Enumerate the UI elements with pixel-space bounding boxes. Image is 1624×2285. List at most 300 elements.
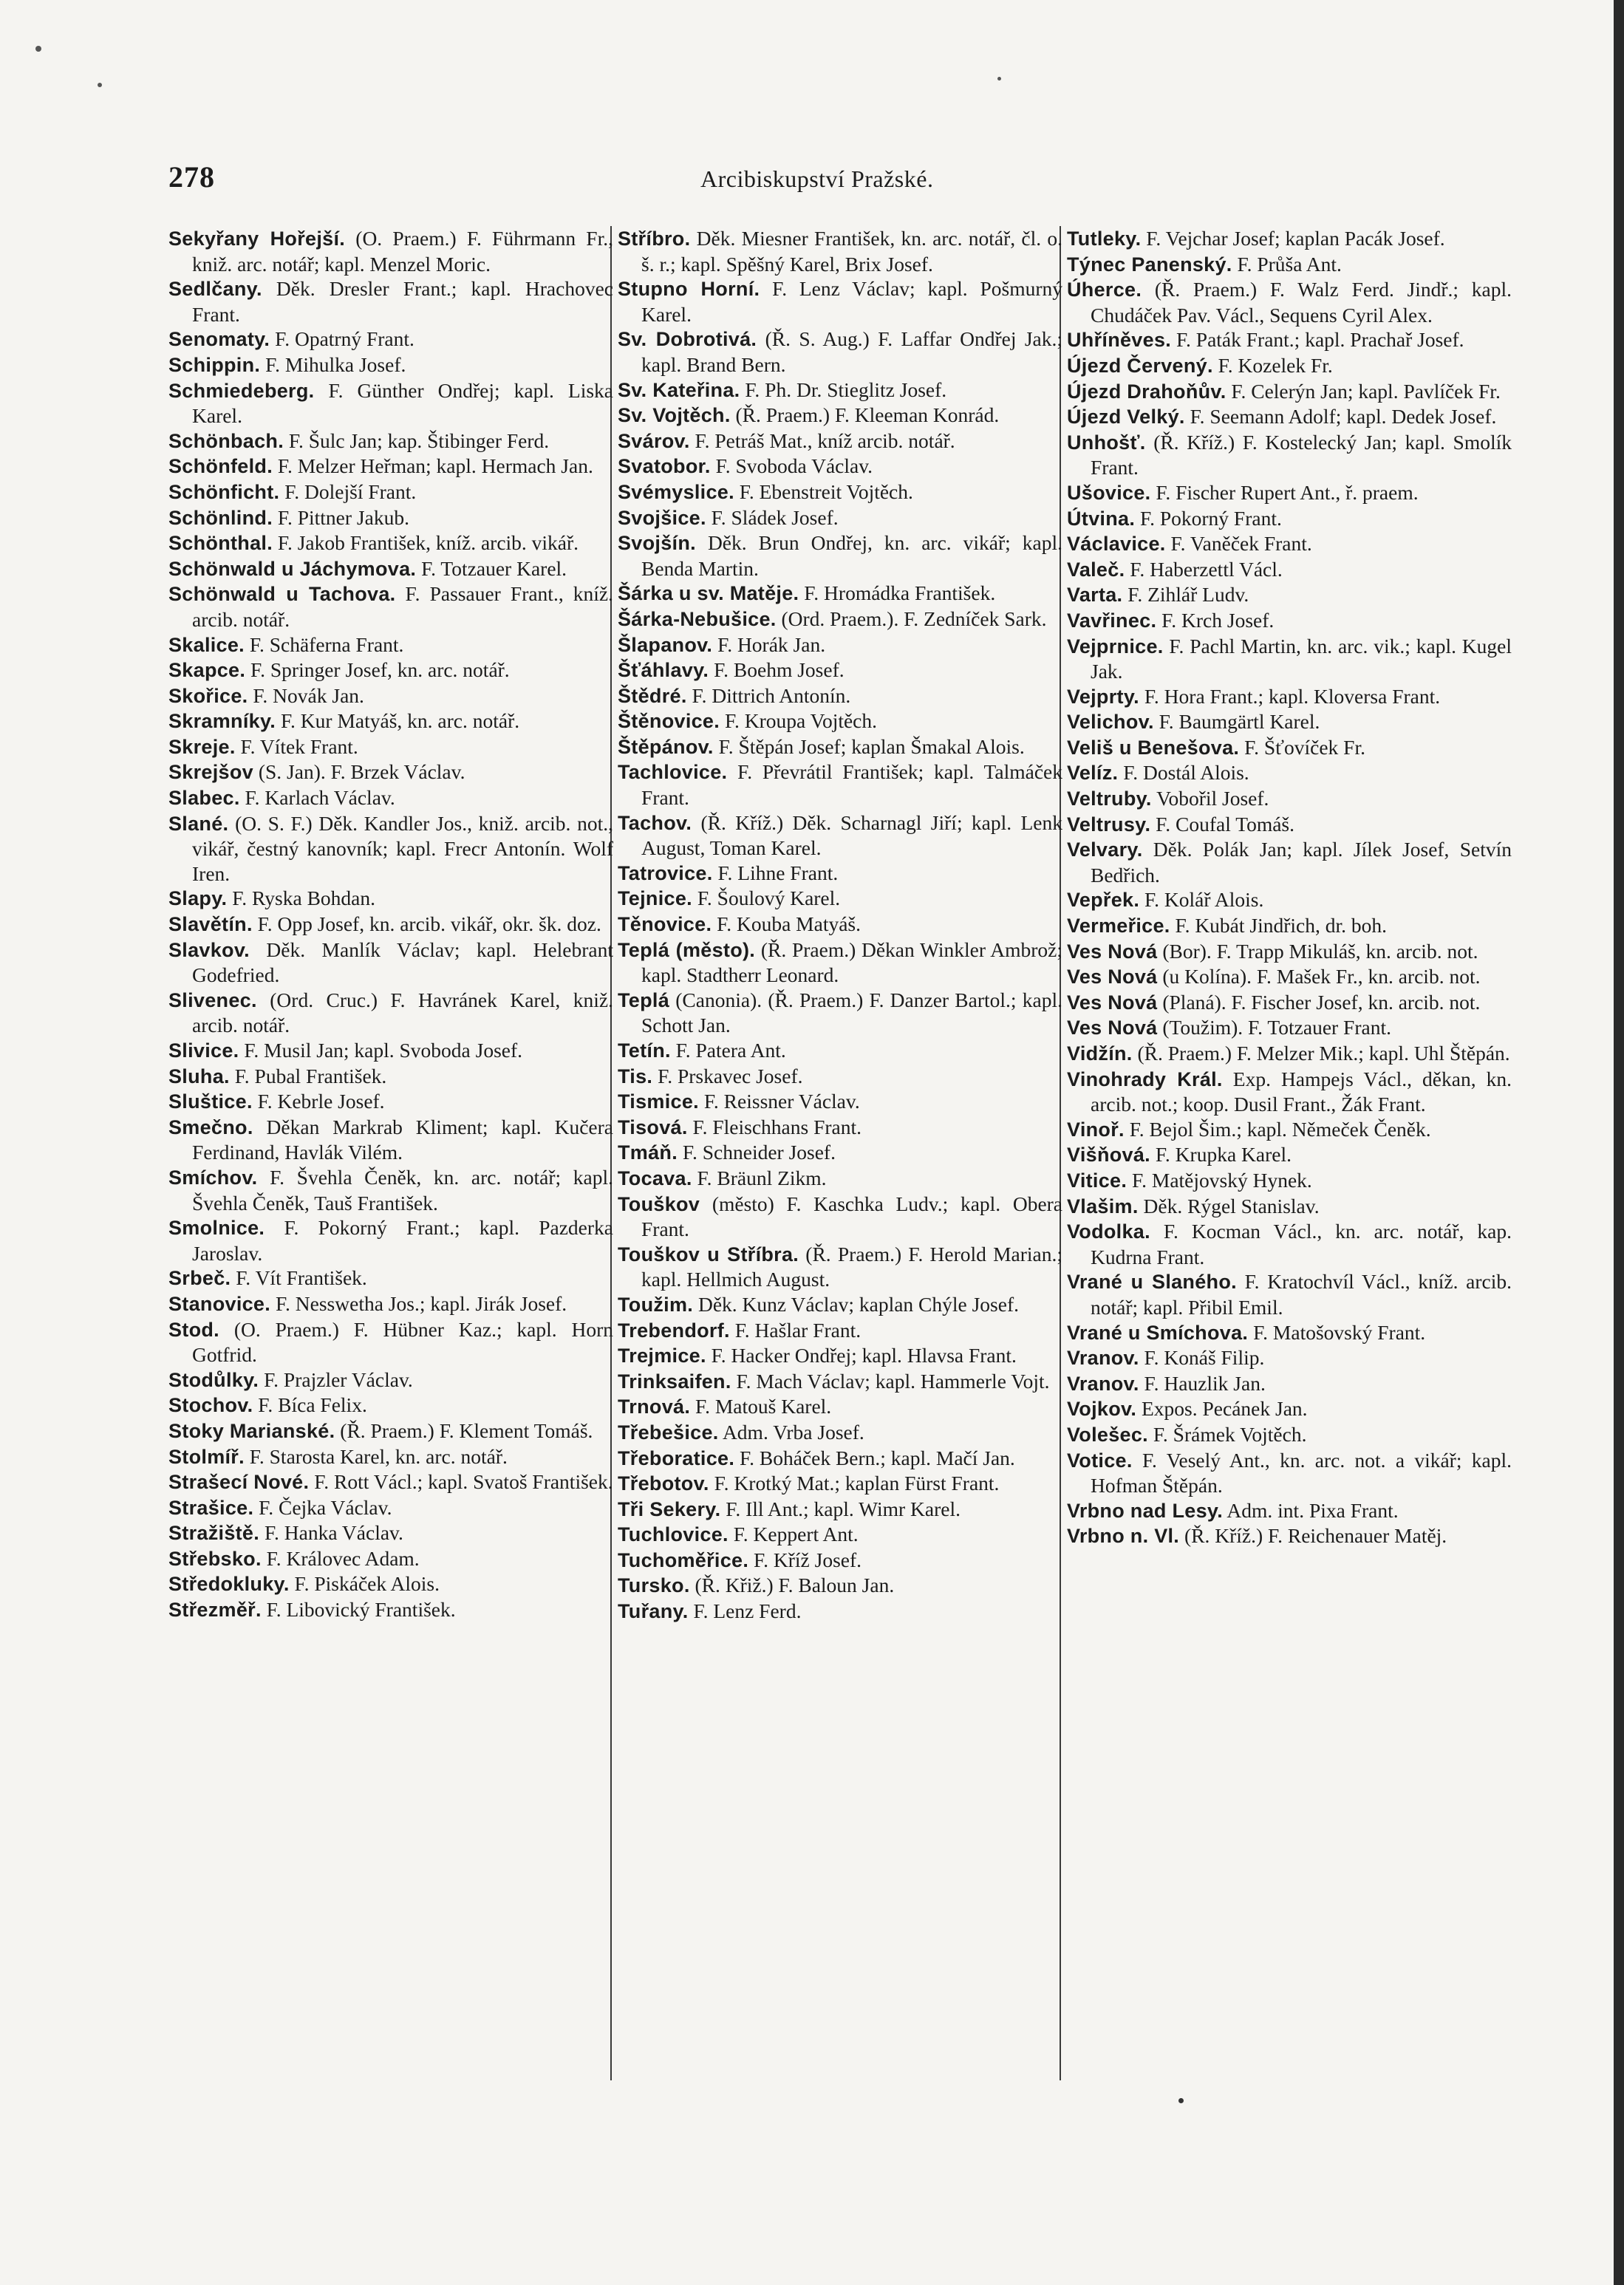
parish-name: Teplá <box>618 988 670 1011</box>
directory-entry <box>618 912 1062 937</box>
clergy-details: F. Kouba Matyáš. <box>717 912 861 936</box>
clergy-details: F. Haberzettl Václ. <box>1130 557 1283 581</box>
clergy-details: Děk. Kunz Václav; kaplan Chýle Josef. <box>697 1292 1019 1316</box>
clergy-details: F. Mach Václav; kapl. Hammerle Vojt. <box>736 1369 1050 1393</box>
clergy-details: (Ř. S. Aug.) F. Laffar Ondřej Jak.; kapl. Brand Bern. <box>641 327 1063 376</box>
parish-name: Slivenec. <box>168 988 257 1011</box>
clergy-details: F. Bíca Felix. <box>258 1393 367 1417</box>
parish-name: Skramníky. <box>168 710 276 733</box>
parish-name: Veliš u Benešova. <box>1067 736 1240 759</box>
directory-entry <box>618 403 1062 428</box>
parish-name: Šárka-Nebušice. <box>618 607 777 630</box>
clergy-details: F. Zihlář Ludv. <box>1127 583 1249 607</box>
parish-name: Schönlind. <box>168 506 273 529</box>
clergy-details: F. Pokorný Frant. <box>1140 506 1282 530</box>
directory-entry <box>618 1192 1062 1242</box>
directory-entry <box>168 811 613 887</box>
directory-entry <box>1067 327 1512 353</box>
clergy-details: F. Kozelek Fr. <box>1218 353 1333 377</box>
directory-entry <box>168 988 613 1038</box>
clergy-details: (Ř. Kříž.) Děk. Scharnagl Jiří; kapl. Lenk August, Toman Karel. <box>641 810 1063 860</box>
parish-name: Trinksaifen. <box>618 1370 731 1393</box>
parish-name: Tatrovice. <box>618 861 713 884</box>
clergy-details: Expos. Pecánek Jan. <box>1142 1397 1308 1421</box>
directory-entry <box>1067 353 1512 379</box>
clergy-details: F. Melzer Heřman; kapl. Hermach Jan. <box>277 454 593 478</box>
clergy-details: F. Rott Václ.; kapl. Svatoš František. <box>314 1470 613 1494</box>
ornament-dot <box>1178 2098 1184 2103</box>
clergy-details: (O. S. F.) Děk. Kandler Jos., kniž. arcib. not., vikář, čestný kanovník; kapl. Frecr Antonín. Wolf Iren. <box>192 811 614 885</box>
directory-entry <box>168 556 613 582</box>
parish-name: Újezd Velký. <box>1067 406 1185 428</box>
clergy-details: F. Schäferna Frant. <box>249 632 404 656</box>
clergy-details: F. Vejchar Josef; kaplan Pacák Josef. <box>1146 227 1445 250</box>
clergy-details: F. Libovický František. <box>266 1598 456 1622</box>
parish-name: Tachlovice. <box>618 761 728 784</box>
directory-entry <box>618 226 1062 276</box>
parish-name: Tetín. <box>618 1039 671 1062</box>
clergy-details: (Ř. Praem.) F. Herold Marian.; kapl. Hellmich August. <box>641 1242 1063 1291</box>
directory-entry <box>168 327 613 352</box>
directory-entry <box>618 708 1062 734</box>
parish-name: Stod. <box>168 1318 219 1341</box>
clergy-details: F. Kratochvíl Václ., kníž. arcib. notář; kapl. Přibil Emil. <box>1091 1270 1512 1319</box>
clergy-details: (Ord. Cruc.) F. Havránek Karel, kniž. arcib. notář. <box>192 988 613 1037</box>
clergy-details: F. Dittrich Antonín. <box>692 683 851 707</box>
directory-entry <box>1067 735 1512 761</box>
directory-entry <box>168 1317 613 1367</box>
parish-name: Trnová. <box>618 1396 691 1418</box>
directory-entry <box>618 886 1062 912</box>
clergy-details: F. Čejka Václav. <box>259 1495 392 1519</box>
parish-name: Tuřany. <box>618 1600 689 1623</box>
directory-entry <box>618 378 1062 403</box>
clergy-details: F. Keppert Ant. <box>733 1523 859 1546</box>
directory-entry <box>168 1597 613 1623</box>
directory-entry <box>1067 531 1512 557</box>
clergy-details: Adm. Vrba Josef. <box>722 1420 864 1444</box>
parish-name: Stochov. <box>168 1394 253 1417</box>
clergy-details: F. Ill Ant.; kapl. Wimr Karel. <box>726 1497 961 1520</box>
parish-name: Schönwald u Tachova. <box>168 583 396 606</box>
clergy-details: Děk. Rýgel Stanislav. <box>1143 1194 1320 1217</box>
clergy-details: F. Lenz Václav; kapl. Pošmurný Karel. <box>641 277 1063 326</box>
clergy-details: F. Konáš Filip. <box>1144 1346 1265 1370</box>
parish-name: Úherce. <box>1067 279 1142 301</box>
clergy-details: F. Sládek Josef. <box>711 505 839 529</box>
clergy-details: Děk. Miesner František, kn. arc. notář, čl. o. š. r.; kapl. Spěšný Karel, Brix Josef. <box>641 227 1063 276</box>
parish-name: Schippin. <box>168 353 261 376</box>
directory-entry <box>1067 1448 1512 1498</box>
directory-entry <box>1067 709 1512 735</box>
directory-entry <box>618 683 1062 709</box>
parish-name: Strašice. <box>168 1496 254 1519</box>
directory-entry <box>618 1599 1062 1625</box>
clergy-details: F. Mihulka Josef. <box>265 352 406 376</box>
parish-name: Veltrusy. <box>1067 813 1151 836</box>
directory-entry <box>168 683 613 709</box>
parish-name: Štěnovice. <box>618 710 720 733</box>
parish-name: Újezd Drahoňův. <box>1067 380 1226 403</box>
directory-entry <box>168 1393 613 1418</box>
parish-name: Velvary. <box>1067 838 1143 861</box>
directory-entry <box>168 1571 613 1597</box>
directory-entry <box>1067 684 1512 710</box>
parish-name: Skapce. <box>168 659 246 682</box>
clergy-details: F. Šoulový Karel. <box>697 887 841 910</box>
directory-entry <box>1067 1422 1512 1448</box>
parish-name: Ves Nová <box>1067 991 1158 1014</box>
clergy-details: (město) F. Kaschka Ludv.; kapl. Obera Frant. <box>641 1192 1063 1241</box>
directory-entry <box>618 428 1062 454</box>
parish-name: Stolmíř. <box>168 1445 245 1468</box>
parish-name: Stoky Marianské. <box>168 1419 335 1442</box>
directory-entry <box>618 937 1062 988</box>
directory-entry <box>618 658 1062 683</box>
clergy-details: (Ř. Praem.) F. Melzer Mik.; kapl. Uhl Štěpán. <box>1137 1042 1510 1065</box>
directory-entry <box>618 1497 1062 1523</box>
directory-entry <box>1067 887 1512 913</box>
clergy-details: Děk. Brun Ondřej, kn. arc. vikář; kapl. Benda Martin. <box>641 531 1062 580</box>
parish-name: Vavřinec. <box>1067 609 1157 632</box>
clergy-details: F. Jakob František, kníž. arcib. vikář. <box>277 531 579 555</box>
clergy-details: (Ř. Kříž.) F. Reichenauer Matěj. <box>1184 1524 1447 1548</box>
parish-name: Středokluky. <box>168 1573 290 1596</box>
clergy-details: F. Pachl Martin, kn. arc. vik.; kapl. Kugel Jak. <box>1091 634 1512 683</box>
parish-name: Touškov u Stříbra. <box>618 1243 799 1266</box>
directory-entry <box>1067 506 1512 532</box>
directory-entry <box>168 1165 613 1215</box>
parish-name: Skreje. <box>168 735 236 758</box>
directory-entry <box>1067 1041 1512 1067</box>
clergy-details: F. Švehla Čeněk, kn. arc. notář; kapl. Švehla Čeněk, Tauš František. <box>192 1165 613 1215</box>
directory-entry <box>618 1038 1062 1064</box>
parish-name: Schönwald u Jáchymova. <box>168 557 417 580</box>
directory-entry <box>168 454 613 479</box>
directory-entry <box>1067 990 1512 1016</box>
parish-name: Svatobor. <box>618 455 711 478</box>
parish-name: Vrané u Slaného. <box>1067 1271 1237 1294</box>
parish-name: Tuchoměřice. <box>618 1548 749 1571</box>
parish-name: Smíchov. <box>168 1166 258 1189</box>
directory-entry <box>168 1115 613 1165</box>
parish-name: Svárov. <box>618 429 690 452</box>
parish-name: Uhříněves. <box>1067 329 1172 352</box>
clergy-details: F. Bejol Šim.; kapl. Němeček Čeněk. <box>1129 1117 1431 1141</box>
clergy-details: F. Pubal František. <box>234 1064 387 1087</box>
clergy-details: F. Dostál Alois. <box>1123 761 1249 785</box>
clergy-details: F. Nesswetha Jos.; kapl. Jirák Josef. <box>275 1291 567 1315</box>
clergy-details: F. Vít František. <box>236 1266 367 1290</box>
directory-entry <box>1067 1523 1512 1549</box>
clergy-details: F. Kolář Alois. <box>1144 888 1264 912</box>
directory-entry <box>168 581 613 632</box>
parish-name: Sv. Kateřina. <box>618 378 740 401</box>
directory-entry <box>168 759 613 785</box>
column-2 <box>618 226 1062 1625</box>
directory-entry <box>168 658 613 683</box>
parish-name: Sv. Vojtěch. <box>618 404 731 427</box>
directory-entry <box>618 1369 1062 1395</box>
parish-name: Varta. <box>1067 584 1123 607</box>
directory-entry <box>618 810 1062 861</box>
directory-entry <box>168 1495 613 1521</box>
directory-entry <box>168 632 613 658</box>
clergy-details: F. Kur Matyáš, kn. arc. notář. <box>280 709 520 733</box>
clergy-details: (Ř. Praem.) F. Klement Tomáš. <box>340 1418 593 1442</box>
parish-name: Vinohrady Král. <box>1067 1068 1223 1090</box>
clergy-details: (S. Jan). F. Brzek Václav. <box>258 760 465 784</box>
directory-entry <box>618 607 1062 632</box>
parish-name: Vranov. <box>1067 1347 1139 1370</box>
directory-entry <box>618 1446 1062 1472</box>
clergy-details: F. Hromádka František. <box>804 581 996 605</box>
paper-speck <box>35 46 41 52</box>
clergy-details: F. Krch Josef. <box>1161 608 1275 632</box>
directory-entry <box>1067 1067 1512 1117</box>
parish-name: Slapy. <box>168 887 228 910</box>
clergy-details: F. Springer Josef, kn. arc. notář. <box>250 658 510 682</box>
parish-name: Svémyslice. <box>618 480 734 503</box>
parish-name: Vrbno n. Vl. <box>1067 1525 1180 1548</box>
clergy-details: F. Piskáček Alois. <box>294 1572 440 1596</box>
clergy-details: Děk. Manlík Václav; kapl. Helebrant Godefried. <box>192 937 613 987</box>
clergy-details: F. Ph. Dr. Stieglitz Josef. <box>745 378 947 401</box>
clergy-details: (Toužim). F. Totzauer Frant. <box>1162 1016 1391 1039</box>
parish-name: Sluha. <box>168 1065 230 1087</box>
clergy-details: (O. Praem.) F. Hübner Kaz.; kapl. Horn Gotfrid. <box>192 1317 613 1367</box>
clergy-details: F. Převrátil František; kapl. Talmáček Frant. <box>641 760 1063 810</box>
parish-name: Sluštice. <box>168 1090 253 1113</box>
clergy-details: F. Passauer Frant., kníž. arcib. notář. <box>192 582 613 631</box>
parish-name: Tejnice. <box>618 887 692 910</box>
directory-entry <box>618 632 1062 658</box>
directory-entry <box>1067 277 1512 327</box>
clergy-details: (O. Praem.) F. Führmann Fr., kniž. arc. notář; kapl. Menzel Moric. <box>192 227 613 276</box>
directory-entry <box>1067 913 1512 939</box>
parish-name: Třebotov. <box>618 1472 709 1495</box>
clergy-details: (Ř. Praem.) F. Walz Ferd. Jindř.; kapl. Chudáček Pav. Václ., Sequens Cyril Alex. <box>1091 278 1512 327</box>
parish-name: Tři Sekery. <box>618 1497 721 1520</box>
clergy-details: F. Kebrle Josef. <box>257 1090 385 1113</box>
clergy-details: F. Patera Ant. <box>675 1039 786 1062</box>
parish-name: Skrejšov <box>168 761 253 784</box>
parish-name: Vranov. <box>1067 1372 1139 1395</box>
clergy-details: F. Hacker Ondřej; kapl. Hlavsa Frant. <box>711 1344 1017 1367</box>
parish-name: Stodůlky. <box>168 1368 259 1391</box>
clergy-details: (Ord. Praem.). F. Zedníček Sark. <box>781 607 1047 630</box>
directory-entry <box>168 937 613 988</box>
parish-name: Tuchlovice. <box>618 1523 729 1546</box>
clergy-details: (Bor). F. Trapp Mikuláš, kn. arcib. not. <box>1162 939 1478 963</box>
directory-entry <box>618 1343 1062 1369</box>
directory-entry <box>168 352 613 378</box>
directory-entry <box>618 530 1062 581</box>
parish-name: Vlašim. <box>1067 1195 1139 1217</box>
parish-name: Ves Nová <box>1067 940 1158 963</box>
clergy-details: F. Ebenstreit Vojtěch. <box>739 479 913 503</box>
clergy-details: F. Karlach Václav. <box>245 786 395 810</box>
directory-entry <box>618 1292 1062 1318</box>
directory-entry <box>1067 634 1512 684</box>
parish-name: Tmáň. <box>618 1141 678 1164</box>
directory-entry <box>1067 812 1512 838</box>
parish-name: Schönficht. <box>168 480 280 503</box>
clergy-details: F. Kocman Václ., kn. arc. notář, kap. Kudrna Frant. <box>1091 1220 1512 1268</box>
parish-name: Vrbno nad Lesy. <box>1067 1499 1224 1522</box>
directory-entry <box>168 734 613 760</box>
clergy-details: F. Šrámek Vojtěch. <box>1153 1422 1307 1446</box>
parish-name: Tursko. <box>618 1574 690 1597</box>
clergy-details: F. Dolejší Frant. <box>284 479 417 503</box>
clergy-details: F. Matouš Karel. <box>695 1395 832 1418</box>
parish-name: Višňová. <box>1067 1144 1150 1167</box>
paper-speck <box>997 77 1001 81</box>
directory-entry <box>168 530 613 556</box>
directory-entry <box>618 505 1062 531</box>
parish-name: Vermeřice. <box>1067 915 1170 937</box>
parish-name: Schönbach. <box>168 429 284 452</box>
clergy-details: F. Pittner Jakub. <box>277 505 409 529</box>
parish-name: Útvina. <box>1067 507 1136 530</box>
clergy-details: (Ř. Praem.) F. Kleeman Konrád. <box>735 403 1000 427</box>
directory-entry <box>1067 1345 1512 1371</box>
clergy-details: F. Hanka Václav. <box>264 1521 403 1545</box>
directory-entry <box>168 1520 613 1546</box>
clergy-details: F. Kříž Josef. <box>754 1548 862 1571</box>
parish-name: Stražiště. <box>168 1522 260 1545</box>
directory-entry <box>618 1420 1062 1446</box>
parish-name: Strašecí Nové. <box>168 1471 310 1494</box>
paper-speck <box>98 83 102 87</box>
clergy-details: F. Prajzler Václav. <box>264 1367 413 1391</box>
clergy-details: F. Schneider Josef. <box>682 1141 836 1164</box>
parish-name: Srbeč. <box>168 1267 231 1290</box>
parish-name: Ves Nová <box>1067 966 1158 988</box>
clergy-details: F. Baumgärtl Karel. <box>1159 710 1320 734</box>
directory-entry <box>618 581 1062 607</box>
directory-entry <box>1067 1194 1512 1220</box>
clergy-details: F. Štěpán Josef; kaplan Šmakal Alois. <box>718 734 1025 758</box>
directory-entry <box>1067 786 1512 812</box>
clergy-details: F. Reissner Václav. <box>703 1090 860 1113</box>
directory-entry <box>168 1089 613 1115</box>
directory-entry <box>618 1242 1062 1292</box>
directory-entry <box>618 1394 1062 1420</box>
clergy-details: F. Královec Adam. <box>266 1546 420 1570</box>
parish-name: Velíz. <box>1067 762 1119 785</box>
clergy-details: (Ř. Kříž.) F. Kostelecký Jan; kapl. Smolík Frant. <box>1091 430 1512 479</box>
parish-name: Újezd Červený. <box>1067 354 1213 377</box>
clergy-details: F. Lihne Frant. <box>717 861 839 884</box>
parish-name: Svojšín. <box>618 532 696 555</box>
parish-name: Těnovice. <box>618 913 712 936</box>
parish-name: Valeč. <box>1067 558 1125 581</box>
running-title: Arcibiskupství Pražské. <box>700 165 934 192</box>
clergy-details: F. Petráš Mat., kníž arcib. notář. <box>695 428 955 452</box>
parish-name: Střebsko. <box>168 1547 262 1570</box>
clergy-details: F. Průša Ant. <box>1237 252 1342 276</box>
clergy-details: F. Kroupa Vojtěch. <box>724 709 878 733</box>
parish-name: Tis. <box>618 1065 653 1087</box>
parish-name: Skořice. <box>168 684 248 707</box>
parish-name: Touškov <box>618 1192 700 1215</box>
clergy-details: F. Matošovský Frant. <box>1253 1320 1426 1344</box>
parish-name: Václavice. <box>1067 533 1166 556</box>
directory-entry <box>1067 1320 1512 1346</box>
parish-name: Šárka u sv. Matěje. <box>618 582 799 605</box>
parish-name: Slané. <box>168 812 229 835</box>
clergy-details: F. Prskavec Josef. <box>658 1064 803 1087</box>
directory-entry <box>168 1546 613 1572</box>
clergy-details: F. Vaněček Frant. <box>1170 532 1312 556</box>
clergy-details: F. Pokorný Frant.; kapl. Pazderka Jaroslav. <box>192 1216 613 1265</box>
directory-entry <box>618 276 1062 327</box>
parish-name: Tisová. <box>618 1116 688 1138</box>
clergy-details: F. Krupka Karel. <box>1155 1143 1292 1167</box>
directory-entry <box>618 988 1062 1038</box>
clergy-details: F. Veselý Ant., kn. arc. not. a vikář; kapl. Hofman Štěpán. <box>1091 1448 1512 1497</box>
directory-entry <box>168 479 613 505</box>
parish-name: Vejprty. <box>1067 685 1139 708</box>
clergy-details: F. Günther Ondřej; kapl. Liska Karel. <box>192 378 614 428</box>
clergy-details: F. Vítek Frant. <box>240 734 358 758</box>
clergy-details: (Ř. Praem.) Děkan Winkler Ambrož; kapl. Stadtherr Leonard. <box>641 937 1062 987</box>
clergy-details: F. Šťovíček Fr. <box>1244 735 1365 759</box>
directory-entry <box>1067 837 1512 887</box>
directory-entry <box>1067 608 1512 634</box>
directory-entry <box>1067 1117 1512 1143</box>
parish-name: Tutleky. <box>1067 228 1142 250</box>
directory-entry <box>1067 964 1512 990</box>
parish-name: Smečno. <box>168 1116 253 1138</box>
clergy-details: F. Kubát Jindřich, dr. boh. <box>1175 914 1388 937</box>
directory-entry <box>168 378 613 428</box>
directory-entry <box>1067 1371 1512 1397</box>
clergy-details: F. Coufal Tomáš. <box>1156 812 1295 836</box>
parish-name: Slivice. <box>168 1039 239 1062</box>
clergy-details: Exp. Hampejs Václ., děkan, kn. arcib. not.; koop. Dusil Frant., Žák Frant. <box>1091 1067 1512 1116</box>
column-1 <box>168 226 613 1623</box>
parish-name: Stanovice. <box>168 1292 271 1315</box>
parish-name: Stříbro. <box>618 228 691 250</box>
parish-name: Třeboratice. <box>618 1447 735 1469</box>
parish-name: Unhošť. <box>1067 431 1146 454</box>
clergy-details: F. Šulc Jan; kap. Štibinger Ferd. <box>288 428 550 452</box>
directory-entry <box>168 1444 613 1470</box>
directory-entry <box>618 1573 1062 1599</box>
parish-name: Svojšice. <box>618 506 706 529</box>
directory-entry <box>168 785 613 811</box>
directory-entry <box>1067 557 1512 583</box>
directory-entry <box>618 1115 1062 1141</box>
clergy-details: F. Hašlar Frant. <box>734 1318 862 1342</box>
clergy-details: Vobořil Josef. <box>1156 787 1269 810</box>
directory-entry <box>1067 1015 1512 1041</box>
directory-entry <box>618 1140 1062 1166</box>
directory-entry <box>618 1548 1062 1574</box>
clergy-details: F. Hauzlik Jan. <box>1144 1371 1266 1395</box>
directory-entry <box>618 861 1062 887</box>
directory-entry <box>618 479 1062 505</box>
directory-entry <box>168 1418 613 1444</box>
parish-name: Schönfeld. <box>168 455 273 478</box>
directory-entry <box>168 1266 613 1291</box>
directory-entry <box>1067 404 1512 430</box>
clergy-details: F. Starosta Karel, kn. arc. notář. <box>249 1444 508 1468</box>
parish-name: Toužim. <box>618 1293 694 1316</box>
parish-name: Votice. <box>1067 1449 1133 1472</box>
